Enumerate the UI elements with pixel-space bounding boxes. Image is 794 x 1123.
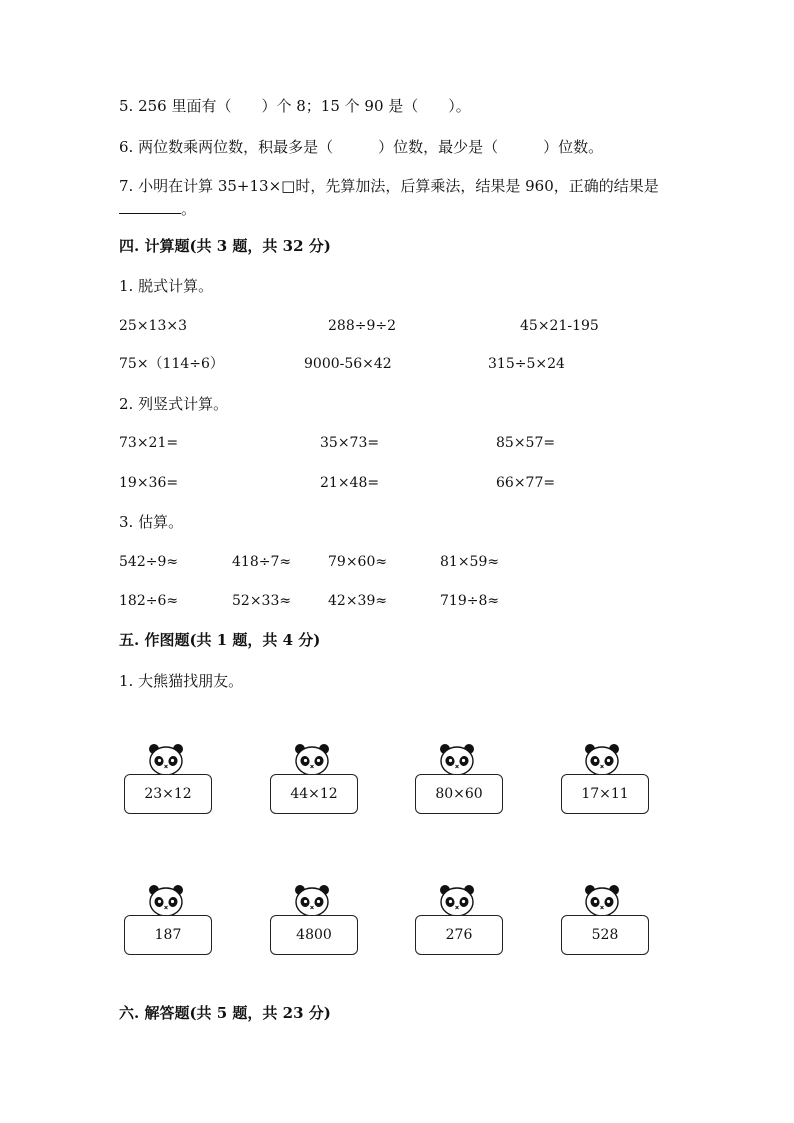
calc-item: 75×（114÷6） bbox=[119, 356, 224, 372]
calc-item: 25×13×3 bbox=[119, 318, 187, 334]
calc-item: 288÷9÷2 bbox=[328, 318, 396, 334]
panda-icon bbox=[438, 743, 476, 775]
top-card[interactable]: 44×12 bbox=[270, 774, 358, 814]
bottom-card[interactable]: 528 bbox=[561, 915, 649, 955]
panda-icon bbox=[583, 884, 621, 916]
estimate-item: 79×60≈ bbox=[328, 554, 388, 570]
panda-icon bbox=[583, 743, 621, 775]
bottom-card[interactable]: 187 bbox=[124, 915, 212, 955]
section-4-part-2-label: 2. 列竖式计算。 bbox=[119, 395, 229, 413]
calc-item: 315÷5×24 bbox=[488, 356, 565, 372]
section-4-part-1-label: 1. 脱式计算。 bbox=[119, 277, 214, 295]
answer-underline[interactable] bbox=[119, 199, 181, 214]
estimate-item: 52×33≈ bbox=[232, 593, 292, 609]
vertical-calc-item: 21×48= bbox=[320, 475, 380, 491]
estimate-item: 42×39≈ bbox=[328, 593, 388, 609]
question-6: 6. 两位数乘两位数，积最多是（ ）位数，最少是（ ）位数。 bbox=[119, 138, 604, 156]
estimate-item: 719÷8≈ bbox=[440, 593, 500, 609]
estimate-item: 418÷7≈ bbox=[232, 554, 292, 570]
section-4-title: 四. 计算题(共 3 题，共 32 分) bbox=[119, 237, 331, 255]
section-5-title: 五. 作图题(共 1 题，共 4 分) bbox=[119, 631, 321, 649]
vertical-calc-item: 73×21= bbox=[119, 435, 179, 451]
question-7-answer-line: 。 bbox=[119, 199, 196, 219]
top-card[interactable]: 80×60 bbox=[415, 774, 503, 814]
estimate-item: 81×59≈ bbox=[440, 554, 500, 570]
vertical-calc-item: 66×77= bbox=[496, 475, 556, 491]
panda-icon bbox=[147, 884, 185, 916]
question-7: 7. 小明在计算 35+13×□时，先算加法，后算乘法，结果是 960，正确的结果是 bbox=[119, 177, 659, 195]
panda-icon bbox=[147, 743, 185, 775]
vertical-calc-item: 35×73= bbox=[320, 435, 380, 451]
vertical-calc-item: 19×36= bbox=[119, 475, 179, 491]
question-5: 5. 256 里面有（ ）个 8；15 个 90 是（ ）。 bbox=[119, 97, 471, 115]
calc-item: 45×21-195 bbox=[520, 318, 599, 334]
estimate-item: 542÷9≈ bbox=[119, 554, 179, 570]
top-card[interactable]: 17×11 bbox=[561, 774, 649, 814]
calc-item: 9000-56×42 bbox=[304, 356, 392, 372]
section-5-part-1-label: 1. 大熊猫找朋友。 bbox=[119, 672, 244, 690]
estimate-item: 182÷6≈ bbox=[119, 593, 179, 609]
panda-icon bbox=[438, 884, 476, 916]
section-4-part-3-label: 3. 估算。 bbox=[119, 513, 184, 531]
panda-icon bbox=[293, 884, 331, 916]
bottom-card[interactable]: 276 bbox=[415, 915, 503, 955]
vertical-calc-item: 85×57= bbox=[496, 435, 556, 451]
panda-icon bbox=[293, 743, 331, 775]
top-card[interactable]: 23×12 bbox=[124, 774, 212, 814]
bottom-card[interactable]: 4800 bbox=[270, 915, 358, 955]
section-6-title: 六. 解答题(共 5 题，共 23 分) bbox=[119, 1004, 331, 1022]
